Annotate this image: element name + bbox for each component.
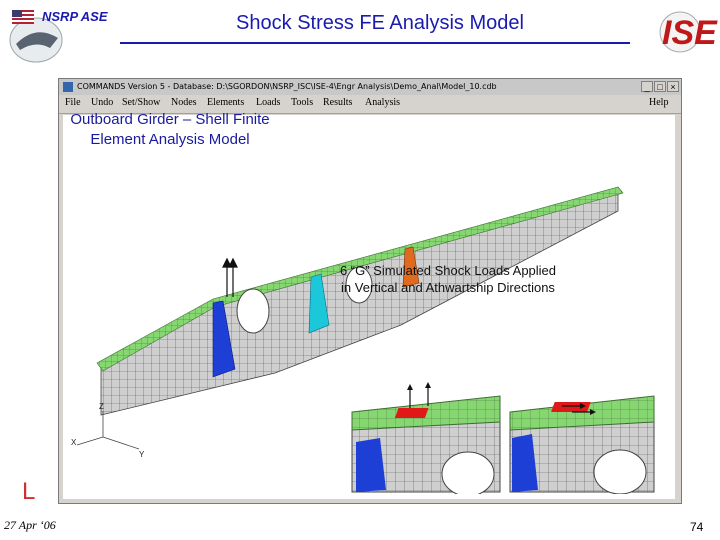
shock-load-caption-line1: 6 “G” Simulated Shock Loads Applied: [339, 263, 557, 278]
app-icon: [63, 82, 73, 92]
menu-loads[interactable]: Loads: [256, 97, 281, 108]
svg-text:ISE: ISE: [662, 14, 717, 52]
model-caption-line1: Outboard Girder – Shell Finite: [70, 111, 270, 128]
minimize-button[interactable]: _: [641, 81, 653, 92]
menu-help[interactable]: Help: [649, 97, 669, 108]
window-title: COMMANDS Version 5 - Database: D:\SGORDON\NSRP_ISC\ISE-4\Engr Analysis\Demo_Anal\Model_10.cdb: [77, 82, 497, 91]
menu-tools[interactable]: Tools: [291, 97, 314, 108]
corner-mark: L: [22, 478, 36, 505]
load-arrows-vertical: [223, 259, 237, 297]
axis-z-label: Z: [99, 402, 104, 411]
title-underline: [120, 42, 630, 44]
menu-set-show[interactable]: Set/Show: [122, 97, 161, 108]
menu-results[interactable]: Results: [323, 97, 353, 108]
ise-logo: [656, 4, 718, 54]
load-detail-insets: [350, 382, 656, 494]
window-titlebar[interactable]: [59, 79, 681, 95]
nsrp-ase-logo: [6, 4, 122, 66]
menu-nodes[interactable]: Nodes: [171, 97, 197, 108]
svg-text:NSRP ASE: NSRP ASE: [42, 9, 108, 24]
menu-elements[interactable]: Elements: [207, 97, 245, 108]
axis-y-label: Y: [139, 450, 145, 459]
slide-title: Shock Stress FE Analysis Model: [236, 12, 524, 34]
shock-load-caption-line2: in Vertical and Athwartship Directions: [341, 280, 555, 295]
axis-triad: [77, 411, 139, 449]
inset-athwartship-loads: [510, 396, 654, 494]
lightening-hole-1: [237, 289, 269, 333]
model-caption-line2: Element Analysis Model: [90, 131, 250, 148]
slide-page-number: 74: [690, 520, 704, 534]
slide-date: 27 Apr ‘06: [4, 518, 56, 532]
close-button[interactable]: ×: [667, 81, 679, 92]
model-caption: [50, 110, 290, 150]
menu-analysis[interactable]: Analysis: [365, 97, 400, 108]
inset-vertical-loads: [352, 382, 500, 494]
maximize-button[interactable]: □: [654, 81, 666, 92]
menu-undo[interactable]: Undo: [91, 97, 114, 108]
menu-file[interactable]: File: [65, 97, 81, 108]
axis-x-label: X: [71, 438, 77, 447]
shock-load-caption: [298, 262, 598, 296]
